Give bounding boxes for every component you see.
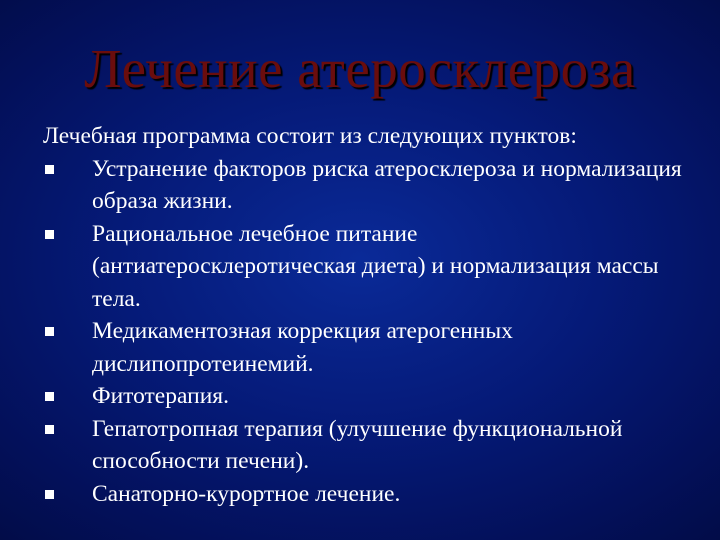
list-item <box>43 380 683 413</box>
list-item-text: Медикаментозная коррекция атерогенных дислипопротеинемий. <box>92 318 513 377</box>
list-item <box>43 153 683 218</box>
list-item <box>43 315 683 380</box>
list-item-text: Рациональное лечебное питание (антиатеросклеротическая диета) и нормализация массы тела. <box>92 220 659 312</box>
intro-text: Лечебная программа состоит из следующих пунктов: <box>43 123 577 149</box>
list-item-text: Устранение факторов риска атеросклероза и нормализация образа жизни. <box>92 155 682 214</box>
list-item-text: Фитотерапия. <box>92 383 229 409</box>
square-bullet-icon <box>45 425 54 434</box>
square-bullet-icon <box>45 165 54 174</box>
slide-title: Лечение атеросклероза <box>84 38 636 99</box>
square-bullet-icon <box>45 392 54 401</box>
list-item <box>43 478 683 511</box>
square-bullet-icon <box>45 327 54 336</box>
list-item-text: Санаторно-курортное лечение. <box>92 480 401 507</box>
square-bullet-icon <box>45 230 54 239</box>
list-item-text: Гепатотропная терапия (улучшение функциональной способности печени). <box>92 415 623 474</box>
list-item <box>43 218 683 316</box>
slide-body <box>43 120 683 510</box>
square-bullet-icon <box>45 490 54 499</box>
bullet-list <box>43 153 683 511</box>
list-item <box>43 413 683 478</box>
